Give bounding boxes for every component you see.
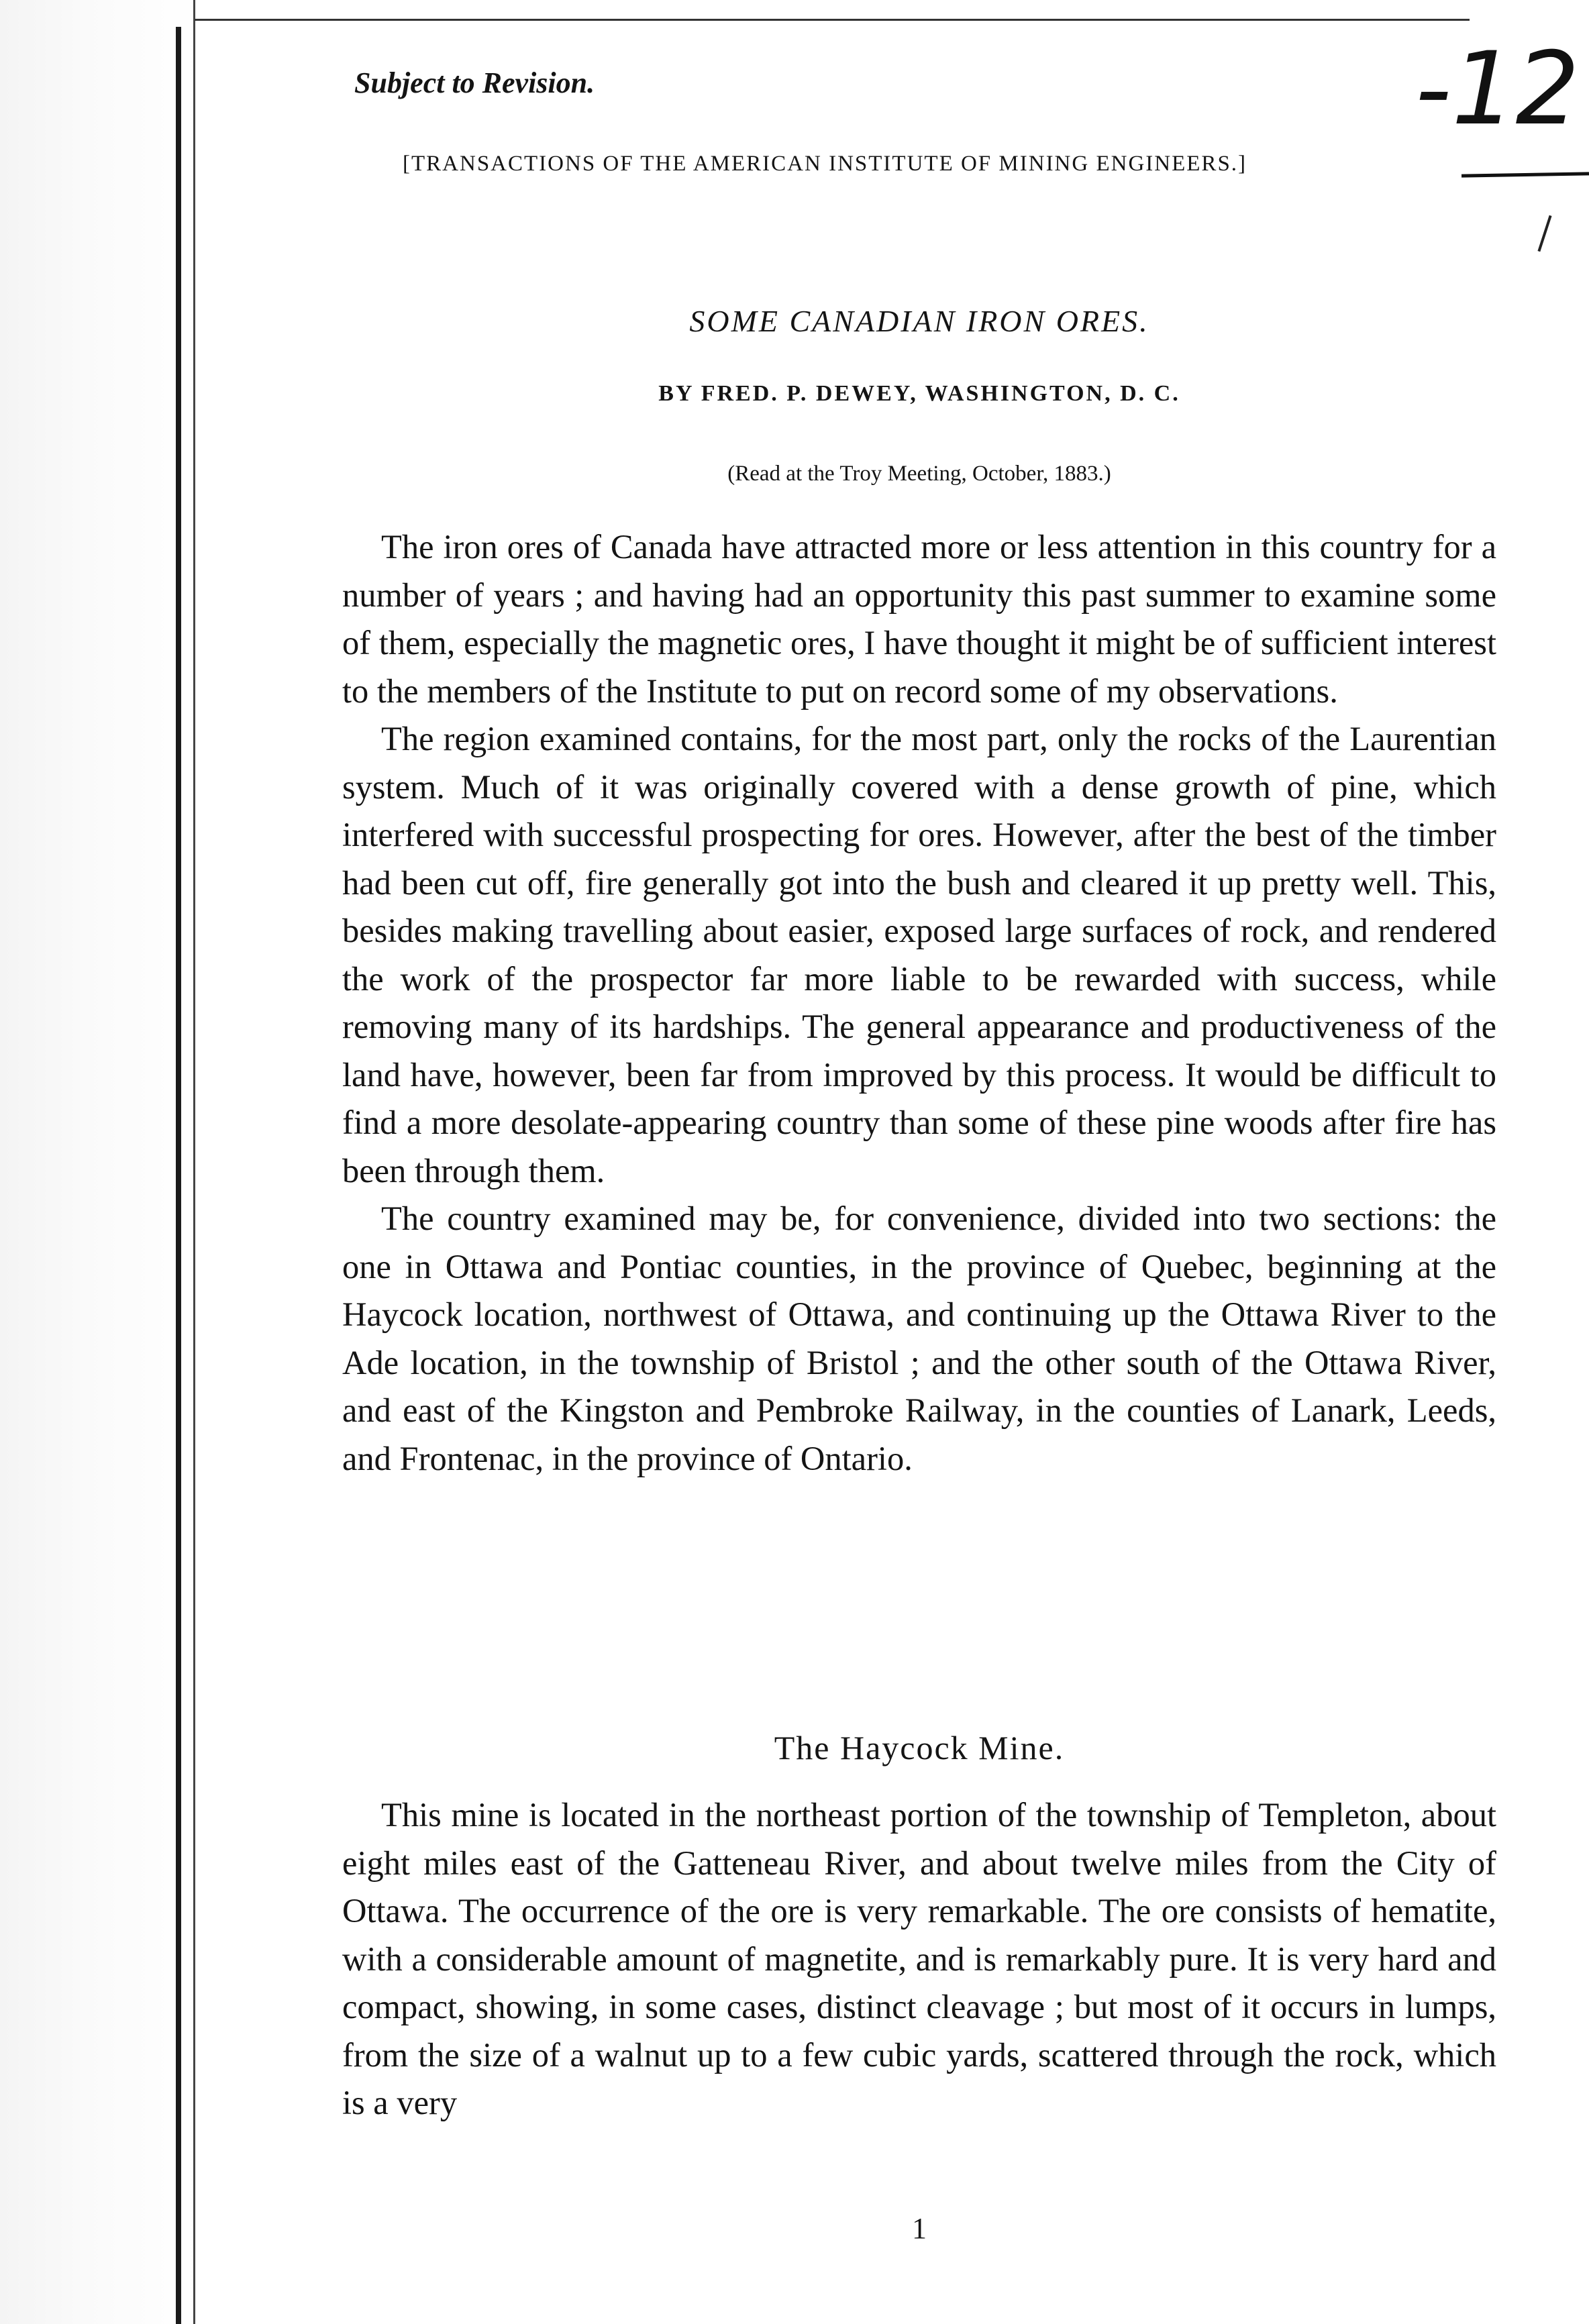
handwritten-page-mark: -12 (1415, 31, 1580, 148)
binding-edge-line-secondary (193, 0, 195, 2324)
binding-edge-line (176, 27, 181, 2324)
section-paragraph-1: This mine is located in the northeast portion of the township of Templeton, about eight miles east of the Gatteneau River, and about twelve miles from the City of Ottawa. The occurrence of the ore is very remarkable. The ore consists of hematite, with a considerable amount of magnetite, and is remarkably pure. It is very hard and compact, showing, in some cases, distinct cleavage ; but most of it occurs in lumps, from the size of a walnut up to a few cubic yards, scattered through the rock, which is a very (342, 1796, 1496, 2121)
handwritten-rule (1462, 172, 1589, 177)
body-paragraph-2: The region examined contains, for the most part, only the rocks of the Laurentian system. Much of it was originally covered with a dense growth of pine, which interfered with successful prospecting for ores. However, after the best of the timber had been cut off, fire generally got into the bush and cleared it up pretty well. This, besides making travelling about easier, exposed large surfaces of rock, and rendered the work of the prospector far more liable to be rewarded with success, while removing many of its hardships. The general appearance and productiveness of the land have, however, been far from improved by this process. It would be difficult to find a more desolate-appearing country than some of these pine woods after fire has been through them. (342, 720, 1496, 1190)
body-paragraph-3: The country examined may be, for convenience, divided into two sections: the one in Ottawa and Pontiac counties, in the province of Quebec, beginning at the Haycock location, northwest of Ottawa, and continuing up the Ottawa River to the Ade location, in the township of Bristol ; and the other south of the Ottawa River, and east of the Kingston and Pembroke Railway, in the counties of Lanark, Leeds, and Frontenac, in the province of Ontario. (342, 1200, 1496, 1477)
page-number: 1 (912, 2212, 927, 2245)
article-title: SOME CANADIAN IRON ORES. (689, 304, 1149, 338)
read-note: (Read at the Troy Meeting, October, 1883.) (727, 462, 1111, 486)
body-paragraph-1: The iron ores of Canada have attracted more or less attention in this country for a number of years ; and having had an opportunity this past summer to examine some of them, especially the magnetic ores, I have thought it might be of sufficient interest to the members of the Institute to put on record some of my observations. (342, 528, 1496, 710)
top-edge-rule (195, 19, 1470, 21)
section-heading: The Haycock Mine. (774, 1729, 1065, 1766)
page-left-margin (0, 0, 201, 2324)
intro-text (342, 523, 1496, 1483)
author-line: BY FRED. P. DEWEY, WASHINGTON, D. C. (658, 381, 1180, 406)
section-text (342, 1791, 1496, 2127)
handwritten-tick (1537, 215, 1551, 252)
revision-note: Subject to Revision. (354, 66, 595, 99)
journal-header: [TRANSACTIONS OF THE AMERICAN INSTITUTE OF MINING ENGINEERS.] (403, 152, 1247, 176)
